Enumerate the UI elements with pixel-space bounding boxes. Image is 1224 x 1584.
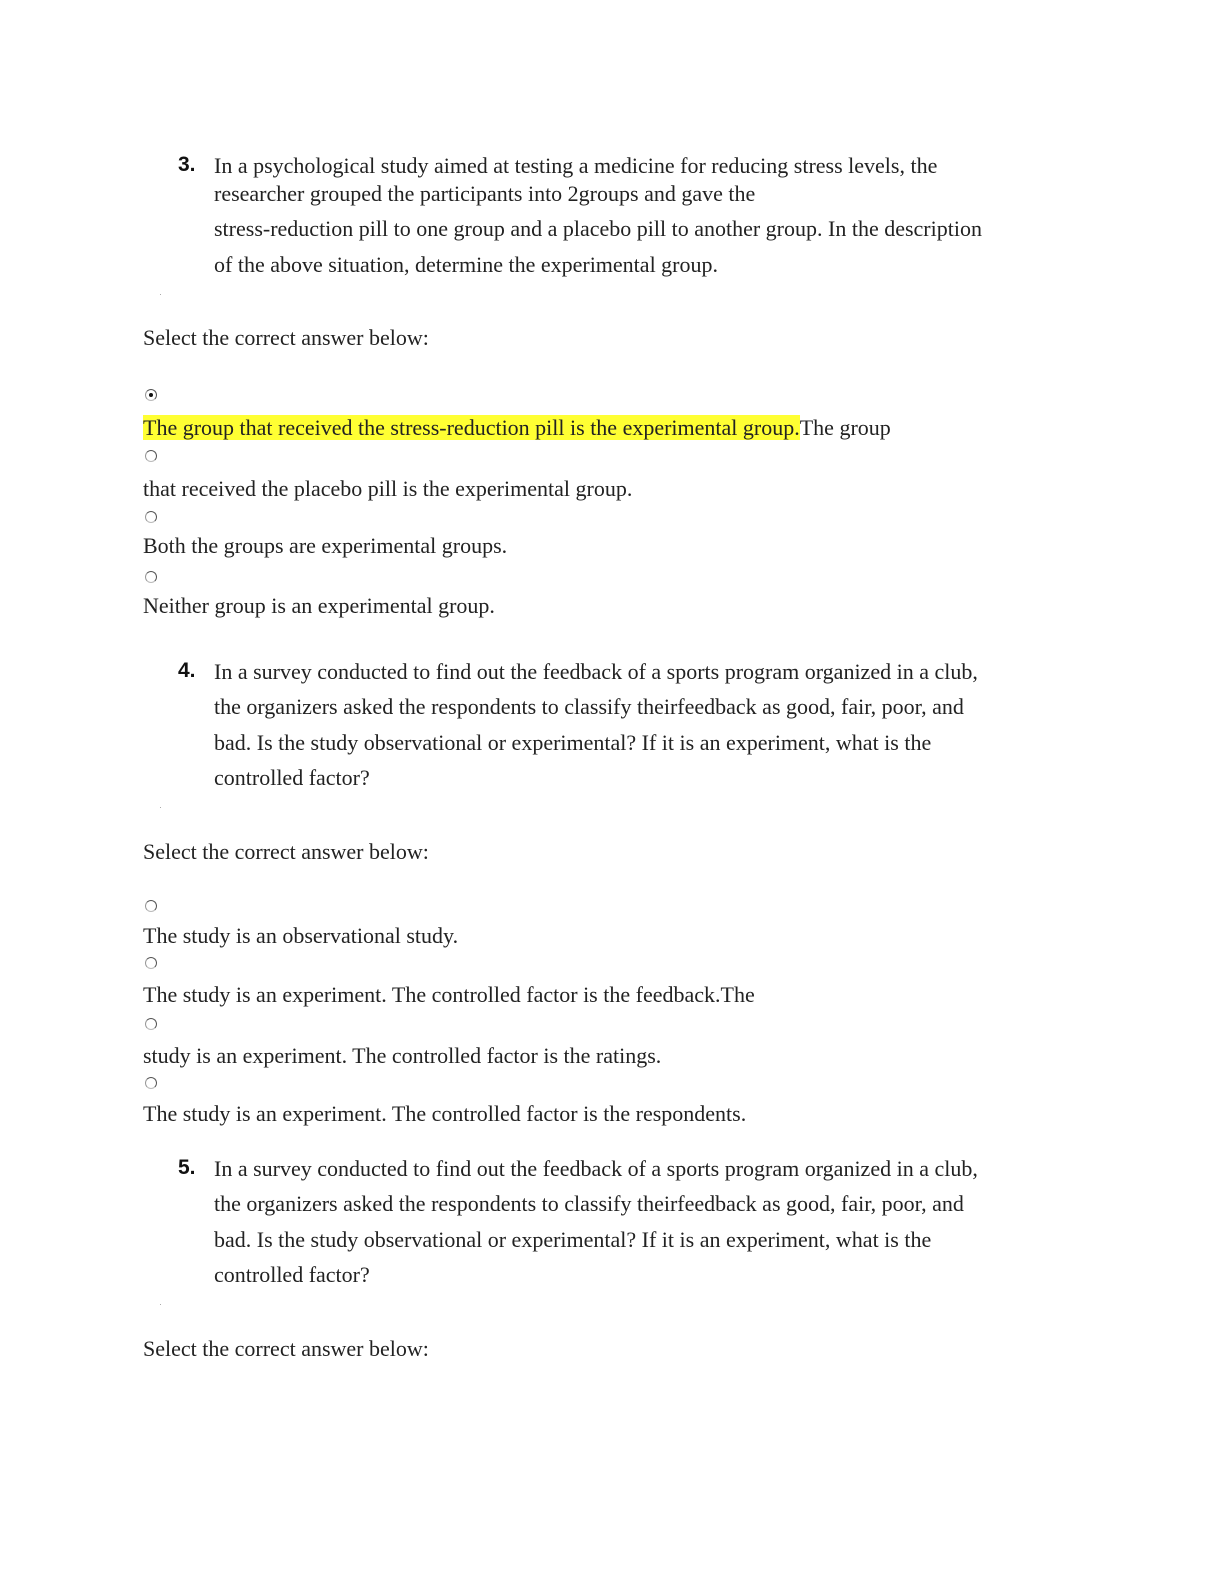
question-text-line: controlled factor? (214, 1262, 370, 1287)
option-radio[interactable] (145, 900, 157, 912)
question-text-line: stress-reduction pill to one group and a placebo pill to another group. In the description (214, 216, 982, 241)
spacer-dot (160, 294, 161, 295)
answer-prompt: Select the correct answer below: (143, 325, 429, 350)
answer-prompt: Select the correct answer below: (143, 1336, 429, 1361)
option-label[interactable]: The study is an experiment. The controlled factor is the feedback.The (143, 982, 755, 1007)
option-label[interactable]: Neither group is an experimental group. (143, 593, 495, 618)
question-text-line: In a survey conducted to find out the feedback of a sports program organized in a club, (214, 659, 978, 684)
question-number: 5. (178, 1156, 196, 1179)
option-radio-selected[interactable] (145, 389, 157, 401)
question-text-line: controlled factor? (214, 765, 370, 790)
option-radio[interactable] (145, 571, 157, 583)
option-label[interactable]: The study is an observational study. (143, 923, 459, 948)
question-text-line: the organizers asked the respondents to classify theirfeedback as good, fair, poor, and (214, 694, 964, 719)
option-label[interactable] (143, 415, 891, 441)
option-label[interactable]: The study is an experiment. The controlled factor is the respondents. (143, 1101, 747, 1126)
option-radio[interactable] (145, 1077, 157, 1089)
question-text-line: of the above situation, determine the experimental group. (214, 252, 719, 277)
question-text-line: In a survey conducted to find out the feedback of a sports program organized in a club, (214, 1156, 978, 1181)
option-label[interactable]: Both the groups are experimental groups. (143, 533, 508, 558)
question-number: 4. (178, 659, 196, 682)
option-label[interactable]: study is an experiment. The controlled factor is the ratings. (143, 1043, 662, 1068)
question-number: 3. (178, 153, 196, 176)
option-label[interactable]: that received the placebo pill is the experimental group. (143, 476, 633, 501)
answer-prompt: Select the correct answer below: (143, 839, 429, 864)
question-text-line: bad. Is the study observational or experimental? If it is an experiment, what is the (214, 730, 932, 755)
question-text-line: the organizers asked the respondents to classify theirfeedback as good, fair, poor, and (214, 1191, 964, 1216)
option-label-continuation: The group (799, 415, 891, 440)
question-text-line: bad. Is the study observational or experimental? If it is an experiment, what is the (214, 1227, 932, 1252)
option-radio[interactable] (145, 450, 157, 462)
question-text-line: In a psychological study aimed at testing a medicine for reducing stress levels, the (214, 153, 938, 178)
spacer-dot (160, 807, 161, 808)
option-radio[interactable] (145, 1018, 157, 1030)
option-radio[interactable] (145, 511, 157, 523)
question-text-line: researcher grouped the participants into 2groups and gave the (214, 181, 756, 206)
highlighted-answer: The group that received the stress-reduction pill is the experimental group. (143, 415, 800, 440)
spacer-dot (160, 1304, 161, 1305)
option-radio[interactable] (145, 957, 157, 969)
